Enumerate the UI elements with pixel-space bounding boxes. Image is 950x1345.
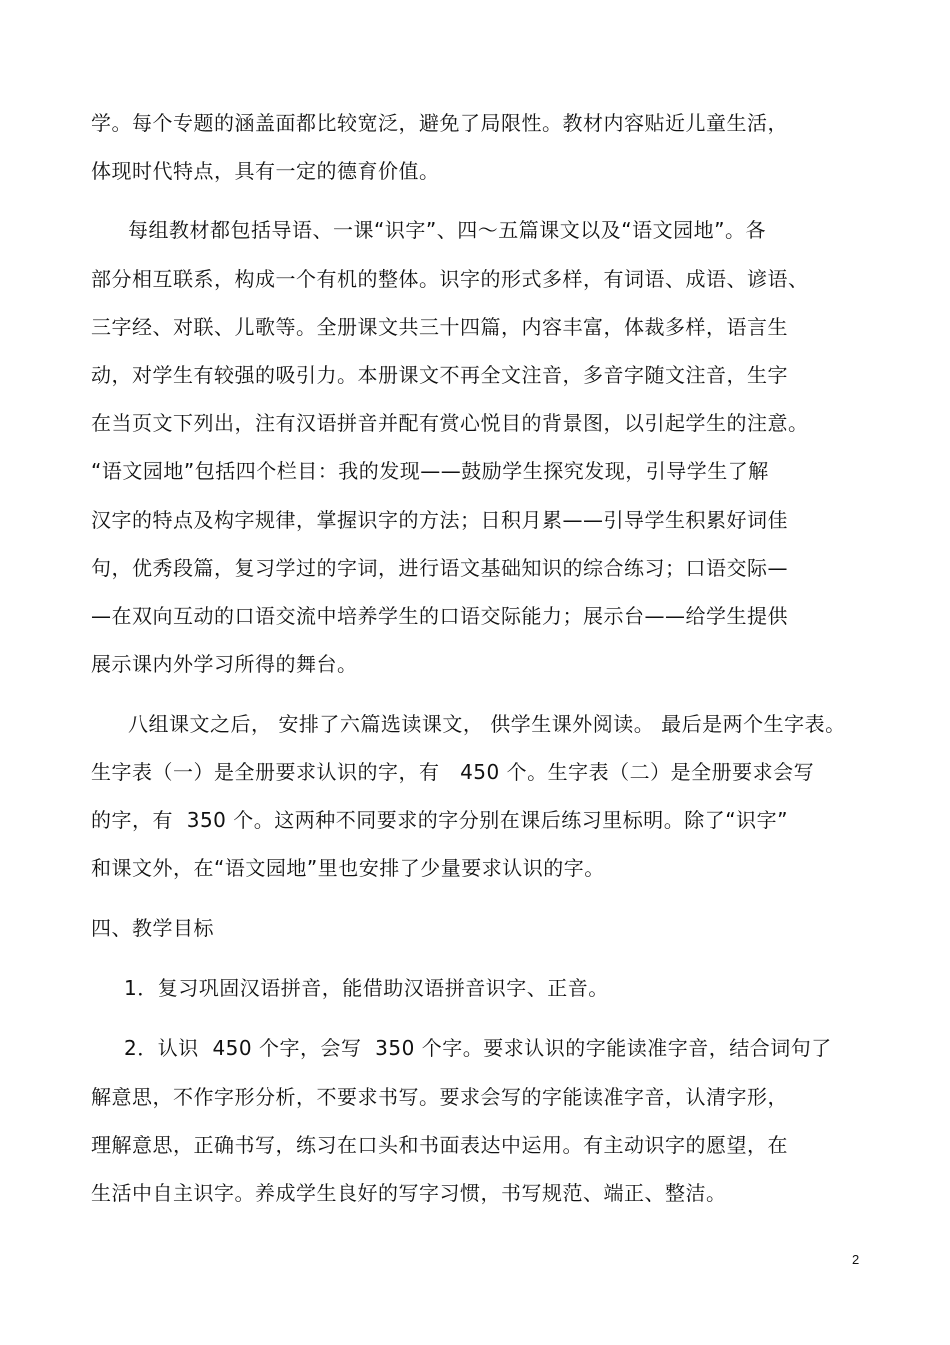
text-line: 八组课文之后， 安排了六篇选读课文， 供学生课外阅读。 最后是两个生字表。 (128, 712, 846, 736)
text-line: 生字表（一）是全册要求认识的字，有 450 个。生字表（二）是全册要求会写 (91, 760, 815, 784)
text-line: 理解意思，正确书写，练习在口头和书面表达中运用。有主动识字的愿望，在 (91, 1133, 788, 1157)
text-line: 动，对学生有较强的吸引力。本册课文不再全文注音，多音字随文注音，生字 (91, 363, 788, 387)
section-heading: 四、教学目标 (91, 916, 214, 940)
text-line: 每组教材都包括导语、一课“识字”、四～五篇课文以及“语文园地”。各 (128, 218, 766, 242)
list-item: 1．复习巩固汉语拼音，能借助汉语拼音识字、正音。 (124, 976, 609, 1000)
text-line: 句，优秀段篇，复习学过的字词，进行语文基础知识的综合练习；口语交际— (91, 556, 788, 580)
text-line: “语文园地”包括四个栏目：我的发现——鼓励学生探究发现，引导学生了解 (91, 459, 769, 483)
text-line: 学。每个专题的涵盖面都比较宽泛，避免了局限性。教材内容贴近儿童生活， (91, 111, 788, 135)
text-line: 展示课内外学习所得的舞台。 (91, 652, 358, 676)
text-line: 的字，有 350 个。这两种不同要求的字分别在课后练习里标明。除了“识字” (91, 808, 788, 832)
text-line: 部分相互联系，构成一个有机的整体。识字的形式多样，有词语、成语、谚语、 (91, 267, 809, 291)
text-line: 解意思，不作字形分析，不要求书写。要求会写的字能读准字音，认清字形， (91, 1085, 788, 1109)
text-line: 生活中自主识字。养成学生良好的写字习惯，书写规范、端正、整洁。 (91, 1181, 727, 1205)
text-line: 汉字的特点及构字规律，掌握识字的方法；日积月累——引导学生积累好词佳 (91, 508, 788, 532)
page-number: 2 (852, 1252, 860, 1267)
text-line: 三字经、对联、儿歌等。全册课文共三十四篇，内容丰富，体裁多样，语言生 (91, 315, 788, 339)
text-line: 和课文外，在“语文园地”里也安排了少量要求认识的字。 (91, 856, 605, 880)
text-line: 在当页文下列出，注有汉语拼音并配有赏心悦目的背景图，以引起学生的注意。 (91, 411, 809, 435)
text-line: 体现时代特点，具有一定的德育价值。 (91, 159, 440, 183)
text-line: —在双向互动的口语交流中培养学生的口语交际能力；展示台——给学生提供 (91, 604, 788, 628)
list-item: 2．认识 450 个字，会写 350 个字。要求认识的字能读准字音，结合词句了 (124, 1036, 832, 1060)
